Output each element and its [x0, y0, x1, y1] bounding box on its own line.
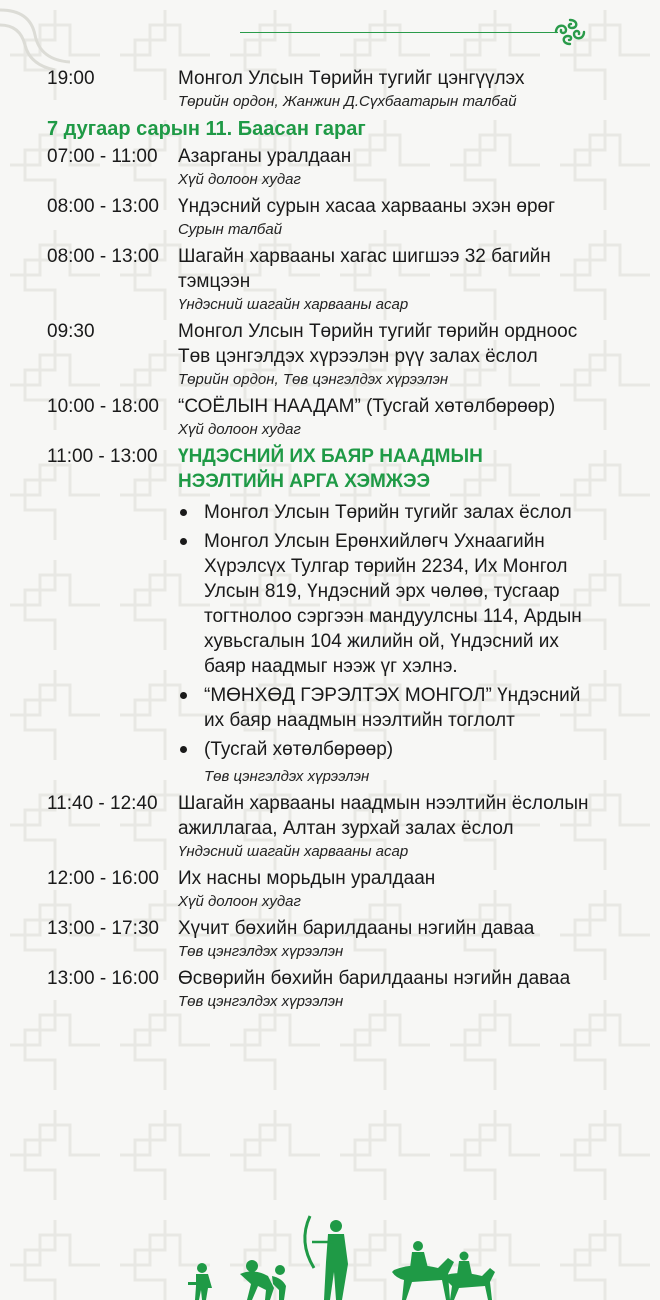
- event-title: Өсвөрийн бөхийн барилдааны нэгийн даваа: [178, 968, 571, 989]
- event-title: Шагайн харвааны наадмын нээлтийн ёслолын ажиллагаа, Алтан зурхай залах ёслол: [178, 793, 589, 839]
- opening-bullet-list: [178, 500, 590, 762]
- event-location: Төв цэнгэлдэх хүрээлэн: [204, 768, 370, 785]
- event-row: [0, 966, 660, 1012]
- event-time: 11:00 - 13:00: [47, 446, 158, 467]
- event-location: Үндэсний шагайн харвааны асар: [178, 296, 409, 313]
- event-row: [0, 244, 660, 315]
- day-header: 7 дугаар сарын 11. Баасан гараг: [47, 118, 366, 140]
- bullet-item: Монгол Улсын Ерөнхийлөгч Ухнаагийн Хүрэлсүх Тулгар төрийн 2234, Их Монгол Улсын 819, Үндэсний эрх чөлөө, тусгаар тогтнолоо сэргээн мандуулсны 114, Ардын хувьсгалын 104 жилийн ой, Үндэсний их баяр наадмыг нээж үг хэлнэ.: [178, 529, 590, 679]
- event-body: [178, 444, 660, 787]
- event-location: Төрийн ордон, Жанжин Д.Сүхбаатарын талбай: [178, 93, 517, 110]
- event-time: 11:40 - 12:40: [47, 793, 158, 814]
- bullet-item: Монгол Улсын Төрийн тугийг залах ёслол: [178, 500, 590, 525]
- event-row: [0, 144, 660, 190]
- event-location: Хүй долоон худаг: [178, 893, 301, 910]
- event-time: 10:00 - 18:00: [47, 396, 159, 417]
- event-row: [0, 66, 660, 112]
- header-divider-line: [240, 32, 558, 33]
- event-time: 08:00 - 13:00: [47, 196, 159, 217]
- event-title: Монгол Улсын Төрийн тугийг цэнгүүлэх: [178, 68, 525, 89]
- event-location: Хүй долоон худаг: [178, 421, 301, 438]
- event-time: 08:00 - 13:00: [47, 246, 159, 267]
- event-time: 07:00 - 11:00: [47, 146, 158, 167]
- event-time: 19:00: [47, 68, 95, 89]
- event-body: [178, 144, 660, 190]
- event-location: Хүй долоон худаг: [178, 171, 301, 188]
- event-row: [0, 194, 660, 240]
- event-title: Их насны морьдын уралдаан: [178, 868, 436, 889]
- event-title: Азарганы уралдаан: [178, 146, 352, 167]
- event-title: Хүчит бөхийн барилдааны нэгийн даваа: [178, 918, 535, 939]
- event-location: Үндэсний шагайн харвааны асар: [178, 843, 409, 860]
- event-time: 13:00 - 16:00: [47, 968, 159, 989]
- corner-ornament-icon: [0, 0, 70, 70]
- event-time: 13:00 - 17:30: [47, 918, 159, 939]
- event-row: [0, 916, 660, 962]
- event-row: [0, 319, 660, 390]
- event-title: Монгол Улсын Төрийн тугийг төрийн ордноос Төв цэнгэлдэх хүрээлэн рүү залах ёслол: [178, 321, 578, 367]
- event-body: [178, 966, 660, 1012]
- event-body: [178, 194, 660, 240]
- event-location: Төв цэнгэлдэх хүрээлэн: [178, 993, 344, 1010]
- event-title: “СОЁЛЫН НААДАМ” (Тусгай хөтөлбөрөөр): [178, 396, 556, 417]
- event-location: Сурын талбай: [178, 221, 283, 238]
- event-time: 09:30: [47, 321, 95, 342]
- naadam-athletes-silhouette-icon: [180, 1212, 500, 1300]
- event-body: [178, 66, 660, 112]
- event-location: Төв цэнгэлдэх хүрээлэн: [178, 943, 344, 960]
- bullet-item: “МӨНХӨД ГЭРЭЛТЭХ МОНГОЛ” Үндэсний их баяр наадмын нээлтийн тоглолт: [178, 683, 590, 733]
- event-body: [178, 791, 660, 862]
- cloud-ornament-icon: [552, 16, 588, 48]
- event-title: Үндэсний сурын хасаа харвааны эхэн өрөг: [178, 196, 556, 217]
- event-body: [178, 866, 660, 912]
- event-body: [178, 319, 660, 390]
- event-time: 12:00 - 16:00: [47, 868, 159, 889]
- bullet-item: (Тусгай хөтөлбөрөөр): [178, 737, 590, 762]
- event-location: Төрийн ордон, Төв цэнгэлдэх хүрээлэн: [178, 371, 449, 388]
- event-row: [0, 394, 660, 440]
- event-title: Шагайн харвааны хагас шигшээ 32 багийн тэмцээн: [178, 246, 551, 292]
- opening-ceremony-title: ҮНДЭСНИЙ ИХ БАЯР НААДМЫН НЭЭЛТИЙН АРГА ХЭМЖЭЭ: [178, 446, 483, 492]
- event-row: [0, 791, 660, 862]
- event-row: [0, 866, 660, 912]
- opening-ceremony-row: [0, 444, 660, 787]
- event-body: [178, 244, 660, 315]
- schedule-content: [0, 66, 660, 1016]
- event-body: [178, 916, 660, 962]
- event-body: [178, 394, 660, 440]
